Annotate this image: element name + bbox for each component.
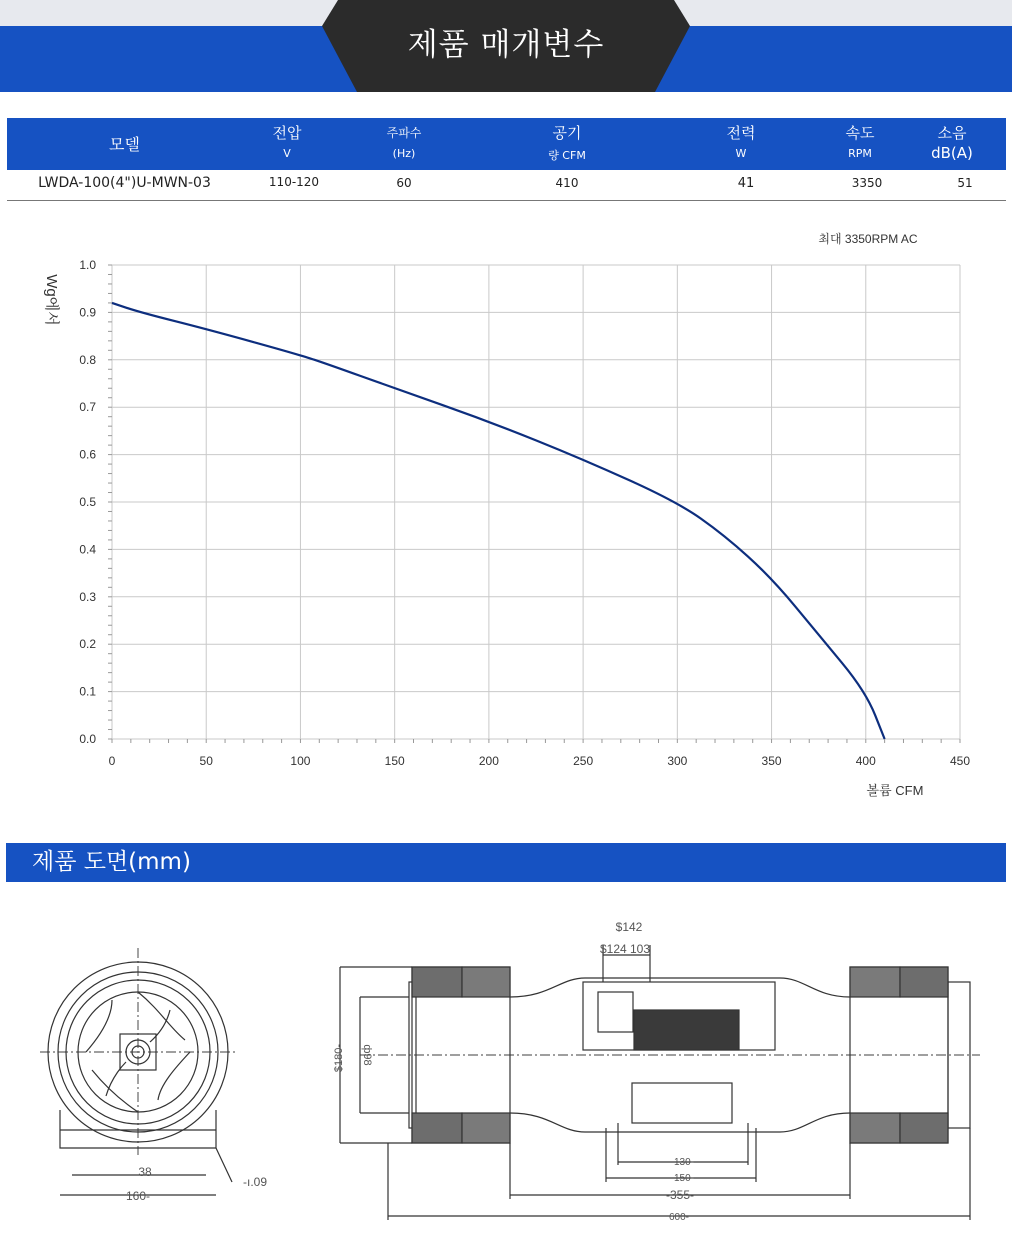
col-model-label: 모델 bbox=[109, 135, 140, 154]
performance-chart bbox=[0, 220, 1012, 810]
dim-98-label: ф98 bbox=[361, 1044, 373, 1066]
chart-y-tick-label: 0.9 bbox=[79, 305, 96, 320]
chart-grid bbox=[112, 265, 960, 739]
dim-600-label: 600- bbox=[668, 1212, 690, 1223]
col-voltage-label: 전압 bbox=[272, 124, 302, 142]
chart-x-tick-label: 100 bbox=[290, 754, 311, 768]
dim-09-label: -ı.09 bbox=[243, 1175, 268, 1189]
spec-table-row bbox=[7, 170, 1006, 201]
cell-airflow: 410 bbox=[555, 176, 579, 190]
chart-x-axis-label: 볼륨 CFM bbox=[866, 783, 924, 798]
chart-x-tick-label: 350 bbox=[761, 754, 782, 768]
col-speed-label: 속도 bbox=[845, 124, 875, 142]
col-frequency-unit: (Hz) bbox=[392, 147, 416, 160]
chart-x-tick-label: 400 bbox=[855, 754, 876, 768]
chart-title: 최대 3350RPM AC bbox=[818, 232, 918, 246]
product-drawing bbox=[0, 900, 1012, 1230]
chart-y-tick-label: 0.2 bbox=[79, 637, 96, 652]
page-title: 제품 매개변수 bbox=[407, 27, 605, 63]
chart-x-tick-label: 200 bbox=[478, 754, 499, 768]
side-view-drawing bbox=[340, 945, 980, 1220]
cell-frequency: 60 bbox=[396, 176, 412, 190]
chart-y-tick-label: 0.7 bbox=[79, 400, 96, 415]
dim-150-label: 150- bbox=[673, 1173, 695, 1184]
chart-x-tick-label: 450 bbox=[949, 754, 971, 768]
col-airflow-unit: 량 CFM bbox=[548, 149, 586, 162]
dim-130-label: 130- bbox=[673, 1157, 695, 1168]
chart-series bbox=[112, 303, 885, 739]
chart-x-tick-label: 0 bbox=[108, 754, 116, 768]
col-voltage-unit: V bbox=[283, 147, 291, 160]
chart-x-tick-label: 50 bbox=[199, 754, 213, 768]
col-airflow-label: 공기 bbox=[552, 124, 582, 142]
drawing-section-header bbox=[6, 843, 1006, 882]
chart-y-tick-label: 0.0 bbox=[79, 732, 96, 746]
chart-x-tick-label: 300 bbox=[667, 754, 688, 768]
drawing-section-title: 제품 도면(mm) bbox=[32, 849, 191, 875]
chart-series-line bbox=[112, 303, 885, 739]
col-power-unit: W bbox=[735, 147, 747, 160]
col-frequency-label: 주파수 bbox=[386, 126, 422, 140]
chart-y-tick-label: 0.8 bbox=[79, 352, 96, 367]
dim-160-label: 160- bbox=[125, 1189, 151, 1203]
dim-142-label: $142 bbox=[615, 920, 643, 934]
cell-voltage: 110-120 bbox=[268, 175, 320, 189]
col-noise-label: 소음 bbox=[937, 124, 967, 142]
cell-noise: 51 bbox=[957, 176, 973, 190]
dim-124-label: $124 bbox=[600, 942, 627, 956]
col-power-label: 전력 bbox=[726, 124, 756, 142]
chart-x-tick-label: 150 bbox=[384, 754, 405, 768]
chart-y-tick-label: 1.0 bbox=[79, 258, 96, 272]
chart-y-tick-label: 0.3 bbox=[79, 589, 96, 604]
spec-table bbox=[7, 118, 1006, 202]
spec-table-header bbox=[7, 118, 1006, 170]
cell-model: LWDA-100(4")U-MWN-03 bbox=[38, 175, 211, 191]
cell-power: 41 bbox=[737, 176, 755, 191]
chart-y-tick-label: 0.4 bbox=[79, 542, 96, 557]
chart-y-tick-label: 0.6 bbox=[79, 447, 96, 462]
dim-355-label: -355- bbox=[665, 1188, 695, 1202]
front-view-drawing bbox=[40, 948, 236, 1195]
dim-38-label: 38 bbox=[138, 1165, 152, 1179]
chart-x-tick-label: 250 bbox=[573, 754, 594, 768]
cell-speed: 3350 bbox=[851, 176, 883, 190]
dim-103-label: 103 bbox=[630, 942, 651, 956]
dim-180-label: $180- bbox=[333, 1043, 345, 1073]
col-noise-unit: dB(A) bbox=[931, 144, 973, 162]
chart-y-tick-label: 0.5 bbox=[79, 495, 96, 509]
chart-y-axis-label: Wg에서 bbox=[43, 274, 60, 326]
col-speed-unit: RPM bbox=[848, 147, 872, 160]
chart-y-tick-label: 0.1 bbox=[79, 684, 96, 699]
